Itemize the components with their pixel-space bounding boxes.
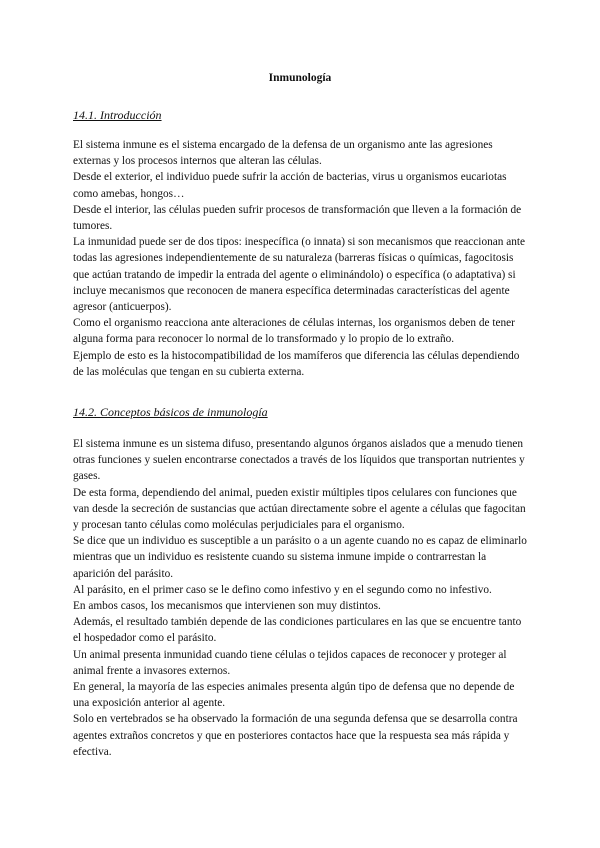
paragraph: Desde el exterior, el individuo puede sufrir la acción de bacterias, virus u organismos eucariotas como amebas, hongos…: [73, 171, 507, 200]
paragraph: Como el organismo reacciona ante alteraciones de células internas, los organismos deben de tener alguna forma para reconocer lo normal de lo transformado y lo propio de lo extraño.: [73, 317, 515, 346]
paragraph: De esta forma, dependiendo del animal, pueden existir múltiples tipos celulares con funciones que van desde la secreción de sustancias que actúan directamente sobre el agente a células que fagocitan y procesan tanto células como moléculas perjudiciales para el organismo.: [73, 486, 526, 532]
section-heading-conceptos: 14.2. Conceptos básicos de inmunología: [73, 405, 268, 419]
section-heading-introduccion: 14.1. Introducción: [73, 108, 162, 122]
section-body-conceptos: [73, 436, 529, 760]
paragraph: Se dice que un individuo es susceptible a un parásito o a un agente cuando no es capaz de eliminarlo mientras que un individuo es resistente cuando su sistema inmune impide o contrarrestan la aparición del parásito.: [73, 535, 527, 580]
paragraph: El sistema inmune es un sistema difuso, presentando algunos órganos aislados que a menudo tienen otras funciones y suelen encontrarse conectados a través de los líquidos que transportan nutrientes y gases.: [73, 438, 525, 483]
paragraph: El sistema inmune es el sistema encargado de la defensa de un organismo ante las agresiones externas y los procesos internos que alteran las células.: [73, 139, 493, 168]
paragraph: Además, el resultado también depende de las condiciones particulares en las que se encuentre tanto el hospedador como el parásito.: [73, 616, 522, 645]
paragraph: Al parásito, en el primer caso se le defino como infestivo y en el segundo como no infestivo.: [73, 583, 492, 596]
paragraph: La inmunidad puede ser de dos tipos: inespecífica (o innata) si son mecanismos que reaccionan ante todas las agresiones independientemente de su naturaleza (barreras físicas o químicas, fagocitosis que actúan tratando de impedir la entrada del agente o eliminándolo) o específica (o adaptativa) si incluye mecanismos que reconocen de manera específica determinadas características del agente agresor (anticuerpos).: [73, 236, 526, 314]
paragraph: En ambos casos, los mecanismos que intervienen son muy distintos.: [73, 600, 381, 613]
paragraph: En general, la mayoría de las especies animales presenta algún tipo de defensa que no depende de una exposición anterior al agente.: [73, 681, 515, 710]
paragraph: Solo en vertebrados se ha observado la formación de una segunda defensa que se desarrolla contra agentes extraños concretos y que en posteriores contactos hace que la respuesta sea más rápida y efectiva.: [73, 713, 518, 758]
paragraph: Ejemplo de esto es la histocompatibilidad de los mamíferos que diferencia las células dependiendo de las moléculas que tengan en su cubierta externa.: [73, 349, 520, 378]
document-title: Inmunología: [268, 72, 332, 84]
paragraph: Desde el interior, las células pueden sufrir procesos de transformación que lleven a la formación de tumores.: [73, 203, 522, 233]
section-body-introduccion: [73, 137, 529, 380]
paragraph: Un animal presenta inmunidad cuando tiene células o tejidos capaces de reconocer y proteger al animal frente a invasores externos.: [73, 648, 507, 677]
